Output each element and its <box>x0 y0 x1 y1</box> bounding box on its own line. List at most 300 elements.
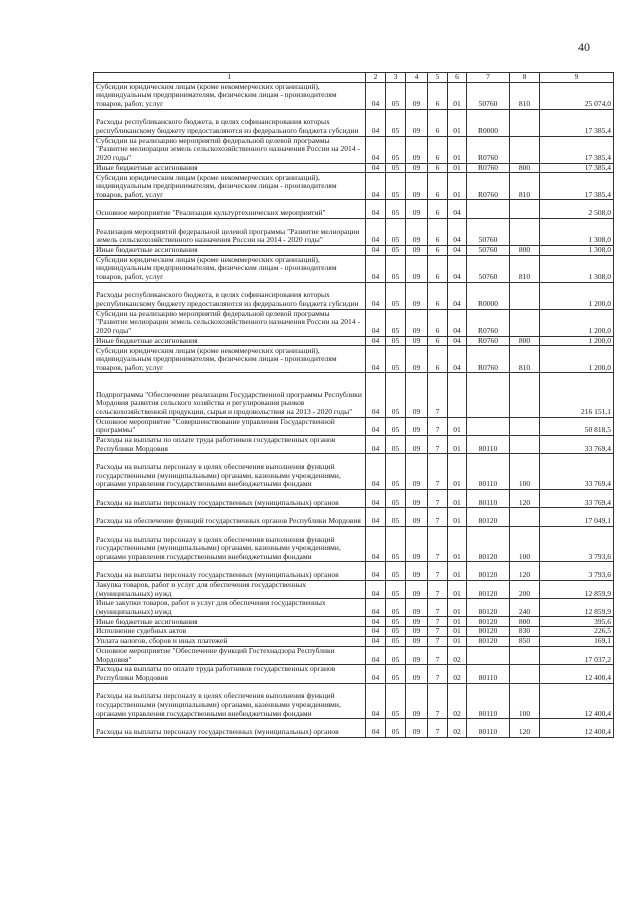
row-name-cell: Расходы республиканского бюджета, в целях софинансирования которых республиканскому бюджету предоставляются из федерального бюджета субсидии <box>94 282 366 309</box>
code-cell: 6 <box>428 336 448 346</box>
code-cell: 50760 <box>467 82 510 109</box>
code-cell: 800 <box>510 336 540 346</box>
row-name-cell: Расходы на выплаты по оплате труда работников государственных органов Республики Мордовия <box>94 665 366 683</box>
code-cell: 120 <box>510 719 540 737</box>
code-cell: 04 <box>366 336 386 346</box>
column-header: 4 <box>406 73 428 83</box>
code-cell: 04 <box>366 627 386 637</box>
code-cell: 04 <box>448 336 467 346</box>
code-cell: 7 <box>428 580 448 598</box>
code-cell: 240 <box>510 599 540 617</box>
code-cell: 6 <box>428 163 448 173</box>
row-name-cell: Расходы на выплаты персоналу в целях обеспечения выполнения функций государственными (муниципальными) органами, казенными учреждениями, органами управления государственными внебюджетными фондами <box>94 683 366 719</box>
code-cell: 810 <box>510 82 540 109</box>
code-cell: 09 <box>406 435 428 453</box>
code-cell: 800 <box>510 245 540 255</box>
code-cell: 09 <box>406 309 428 336</box>
code-cell: 7 <box>428 489 448 507</box>
code-cell: 05 <box>386 719 406 737</box>
code-cell: 7 <box>428 683 448 719</box>
code-cell: 80110 <box>467 454 510 490</box>
code-cell: 04 <box>366 218 386 245</box>
row-name-cell: Подпрограмма "Обеспечение реализации Государственной программы Республики Мордовия развития сельского хозяйства и регулирования рынков сельскохозяйственной продукции, сырья и продовольствия на 2013 - 2020 годы" <box>94 373 366 417</box>
code-cell <box>510 435 540 453</box>
code-cell: 04 <box>366 417 386 435</box>
row-name-cell: Иные бюджетные ассигнования <box>94 336 366 346</box>
code-cell: 80110 <box>467 719 510 737</box>
amount-cell: 12 400,4 <box>540 665 614 683</box>
row-name-cell: Расходы на выплаты персоналу государственных (муниципальных) органов <box>94 489 366 507</box>
table-row <box>94 336 614 346</box>
code-cell: 09 <box>406 526 428 562</box>
code-cell: 05 <box>386 435 406 453</box>
code-cell: 7 <box>428 599 448 617</box>
code-cell: 05 <box>386 163 406 173</box>
code-cell: R0000 <box>467 282 510 309</box>
code-cell: 7 <box>428 665 448 683</box>
code-cell: 6 <box>428 200 448 218</box>
code-cell: 04 <box>366 109 386 136</box>
code-cell: 01 <box>448 580 467 598</box>
code-cell: 50760 <box>467 255 510 282</box>
code-cell <box>467 417 510 435</box>
code-cell: 05 <box>386 580 406 598</box>
code-cell: 05 <box>386 336 406 346</box>
code-cell: 05 <box>386 683 406 719</box>
code-cell: 04 <box>366 435 386 453</box>
code-cell: 04 <box>366 173 386 200</box>
table-row <box>94 282 614 309</box>
table-row <box>94 683 614 719</box>
amount-cell: 216 151,1 <box>540 373 614 417</box>
row-name-cell: Исполнение судебных актов <box>94 627 366 637</box>
code-cell: 04 <box>366 309 386 336</box>
code-cell: 7 <box>428 719 448 737</box>
code-cell: 05 <box>386 454 406 490</box>
code-cell <box>510 200 540 218</box>
code-cell: 09 <box>406 617 428 627</box>
code-cell: 04 <box>366 665 386 683</box>
code-cell: 50760 <box>467 218 510 245</box>
amount-cell: 33 769,4 <box>540 435 614 453</box>
row-name-cell: Расходы на выплаты по оплате труда работников государственных органов Республики Мордовия <box>94 435 366 453</box>
code-cell: R0760 <box>467 136 510 163</box>
code-cell: 80120 <box>467 637 510 647</box>
table-row <box>94 562 614 580</box>
table-row <box>94 373 614 417</box>
code-cell: 120 <box>510 562 540 580</box>
code-cell: 6 <box>428 282 448 309</box>
row-name-cell: Субсидии юридическим лицам (кроме некоммерческих организаций), индивидуальным предпринимателям, физическим лицам - производителям товаров, работ, услуг <box>94 82 366 109</box>
table-row <box>94 435 614 453</box>
code-cell: 09 <box>406 508 428 526</box>
table-row <box>94 719 614 737</box>
table-row <box>94 665 614 683</box>
code-cell: 04 <box>366 562 386 580</box>
page-number: 40 <box>578 40 590 54</box>
amount-cell: 17 385,4 <box>540 136 614 163</box>
code-cell: 05 <box>386 173 406 200</box>
code-cell: 05 <box>386 637 406 647</box>
code-cell: 09 <box>406 336 428 346</box>
code-cell: 04 <box>448 309 467 336</box>
code-cell: 09 <box>406 646 428 664</box>
amount-cell: 25 074,0 <box>540 82 614 109</box>
table-row <box>94 109 614 136</box>
code-cell: 6 <box>428 255 448 282</box>
code-cell: 04 <box>448 245 467 255</box>
table-row <box>94 599 614 617</box>
column-header: 1 <box>94 73 366 83</box>
row-name-cell: Иные бюджетные ассигнования <box>94 163 366 173</box>
table-row <box>94 346 614 373</box>
column-header: 8 <box>510 73 540 83</box>
code-cell: R0760 <box>467 346 510 373</box>
code-cell: 100 <box>510 454 540 490</box>
code-cell <box>510 136 540 163</box>
code-cell: 04 <box>366 617 386 627</box>
code-cell: 7 <box>428 562 448 580</box>
code-cell: R0760 <box>467 163 510 173</box>
code-cell: 01 <box>448 454 467 490</box>
table-row <box>94 508 614 526</box>
code-cell: 09 <box>406 683 428 719</box>
table-row <box>94 245 614 255</box>
amount-cell: 33 769,4 <box>540 489 614 507</box>
table-row <box>94 580 614 598</box>
code-cell: 04 <box>366 508 386 526</box>
table-row <box>94 637 614 647</box>
amount-cell: 50 818,5 <box>540 417 614 435</box>
code-cell: 7 <box>428 508 448 526</box>
code-cell <box>467 373 510 417</box>
code-cell: 05 <box>386 309 406 336</box>
code-cell: 7 <box>428 617 448 627</box>
code-cell: 80110 <box>467 489 510 507</box>
code-cell: 09 <box>406 637 428 647</box>
code-cell: 04 <box>448 282 467 309</box>
code-cell: 50760 <box>467 245 510 255</box>
code-cell: 7 <box>428 454 448 490</box>
code-cell: 850 <box>510 637 540 647</box>
row-name-cell: Субсидии юридическим лицам (кроме некоммерческих организаций), индивидуальным предпринимателям, физическим лицам - производителям товаров, работ, услуг <box>94 255 366 282</box>
code-cell <box>510 508 540 526</box>
row-name-cell: Основное мероприятие "Реализация культуртехнических мероприятий" <box>94 200 366 218</box>
column-header: 6 <box>448 73 467 83</box>
code-cell: 05 <box>386 627 406 637</box>
code-cell: 01 <box>448 526 467 562</box>
amount-cell: 2 508,0 <box>540 200 614 218</box>
code-cell: R0760 <box>467 336 510 346</box>
row-name-cell: Расходы республиканского бюджета, в целях софинансирования которых республиканскому бюджету предоставляются из федерального бюджета субсидии <box>94 109 366 136</box>
code-cell: 01 <box>448 82 467 109</box>
code-cell: 7 <box>428 637 448 647</box>
code-cell: 05 <box>386 346 406 373</box>
amount-cell: 1 308,0 <box>540 245 614 255</box>
amount-cell: 1 200,0 <box>540 282 614 309</box>
code-cell: 800 <box>510 163 540 173</box>
table-row <box>94 617 614 627</box>
code-cell: 09 <box>406 346 428 373</box>
amount-cell: 33 769,4 <box>540 454 614 490</box>
amount-cell: 226,5 <box>540 627 614 637</box>
code-cell: 04 <box>448 218 467 245</box>
code-cell: 100 <box>510 526 540 562</box>
code-cell: 05 <box>386 245 406 255</box>
code-cell: 04 <box>366 637 386 647</box>
code-cell <box>510 309 540 336</box>
code-cell: 05 <box>386 136 406 163</box>
code-cell: 04 <box>366 489 386 507</box>
code-cell <box>510 109 540 136</box>
code-cell: 05 <box>386 508 406 526</box>
code-cell: 05 <box>386 218 406 245</box>
code-cell: 09 <box>406 489 428 507</box>
table-row <box>94 82 614 109</box>
code-cell: 05 <box>386 489 406 507</box>
code-cell: 01 <box>448 163 467 173</box>
code-cell: 01 <box>448 173 467 200</box>
code-cell: 05 <box>386 665 406 683</box>
amount-cell: 17 037,2 <box>540 646 614 664</box>
code-cell: 09 <box>406 200 428 218</box>
code-cell: 01 <box>448 637 467 647</box>
code-cell: 09 <box>406 163 428 173</box>
code-cell: 80110 <box>467 435 510 453</box>
code-cell: 810 <box>510 173 540 200</box>
row-name-cell: Субсидии на реализацию мероприятий федеральной целевой программы "Развитие мелиорации земель сельскохозяйственного назначения России на 2014 - 2020 годы" <box>94 309 366 336</box>
row-name-cell: Расходы на обеспечение функций государственных органов Республики Мордовия <box>94 508 366 526</box>
code-cell: 800 <box>510 617 540 627</box>
row-name-cell: Уплата налогов, сборов и иных платежей <box>94 637 366 647</box>
amount-cell: 17 049,1 <box>540 508 614 526</box>
code-cell: 04 <box>366 599 386 617</box>
row-name-cell: Основное мероприятие "Обеспечение функций Гостехнадзора Республики Мордовия" <box>94 646 366 664</box>
code-cell: 02 <box>448 646 467 664</box>
column-header: 2 <box>366 73 386 83</box>
row-name-cell: Расходы на выплаты персоналу в целях обеспечения выполнения функций государственными (муниципальными) органами, казенными учреждениями, органами управления государственными внебюджетными фондами <box>94 526 366 562</box>
amount-cell: 1 308,0 <box>540 255 614 282</box>
code-cell: 04 <box>448 200 467 218</box>
row-name-cell: Иные закупки товаров, работ и услуг для обеспечения государственных (муниципальных) нужд <box>94 599 366 617</box>
code-cell: 02 <box>448 665 467 683</box>
code-cell: 05 <box>386 599 406 617</box>
amount-cell: 169,1 <box>540 637 614 647</box>
table-row <box>94 200 614 218</box>
code-cell: 01 <box>448 599 467 617</box>
budget-table <box>93 72 614 738</box>
code-cell: 09 <box>406 218 428 245</box>
code-cell: 810 <box>510 346 540 373</box>
row-name-cell: Закупка товаров, работ и услуг для обеспечения государственных (муниципальных) нужд <box>94 580 366 598</box>
table-row <box>94 627 614 637</box>
amount-cell: 1 308,0 <box>540 218 614 245</box>
amount-cell: 1 200,0 <box>540 336 614 346</box>
code-cell: 80110 <box>467 665 510 683</box>
code-cell: 05 <box>386 373 406 417</box>
amount-cell: 12 859,9 <box>540 580 614 598</box>
table-row <box>94 489 614 507</box>
code-cell: 09 <box>406 562 428 580</box>
code-cell: 04 <box>366 526 386 562</box>
code-cell: 05 <box>386 617 406 627</box>
code-cell: 09 <box>406 109 428 136</box>
table-body <box>94 82 614 737</box>
code-cell: 6 <box>428 218 448 245</box>
code-cell: 05 <box>386 282 406 309</box>
code-cell: 09 <box>406 627 428 637</box>
code-cell: 80120 <box>467 562 510 580</box>
amount-cell: 12 400,4 <box>540 683 614 719</box>
code-cell: 05 <box>386 646 406 664</box>
code-cell: 01 <box>448 109 467 136</box>
column-header: 3 <box>386 73 406 83</box>
amount-cell: 1 200,0 <box>540 309 614 336</box>
amount-cell: 17 385,4 <box>540 163 614 173</box>
row-name-cell: Иные бюджетные ассигнования <box>94 617 366 627</box>
code-cell: 80110 <box>467 683 510 719</box>
code-cell <box>467 200 510 218</box>
column-header: 5 <box>428 73 448 83</box>
code-cell: 09 <box>406 665 428 683</box>
code-cell <box>510 646 540 664</box>
code-cell: 830 <box>510 627 540 637</box>
code-cell: 05 <box>386 417 406 435</box>
code-cell: 09 <box>406 373 428 417</box>
code-cell: 04 <box>366 719 386 737</box>
table-row <box>94 218 614 245</box>
code-cell: 04 <box>366 346 386 373</box>
code-cell: 01 <box>448 489 467 507</box>
code-cell: 6 <box>428 173 448 200</box>
code-cell: 04 <box>448 346 467 373</box>
row-name-cell: Иные бюджетные ассигнования <box>94 245 366 255</box>
code-cell: 6 <box>428 346 448 373</box>
code-cell: 6 <box>428 245 448 255</box>
table-row <box>94 136 614 163</box>
code-cell: 7 <box>428 646 448 664</box>
table-row <box>94 454 614 490</box>
code-cell: 01 <box>448 136 467 163</box>
code-cell: 01 <box>448 627 467 637</box>
amount-cell: 12 859,9 <box>540 599 614 617</box>
code-cell: 04 <box>366 163 386 173</box>
code-cell <box>510 282 540 309</box>
code-cell: 05 <box>386 562 406 580</box>
amount-cell: 3 793,6 <box>540 562 614 580</box>
code-cell: 01 <box>448 417 467 435</box>
code-cell: R0760 <box>467 309 510 336</box>
table-row <box>94 417 614 435</box>
table-row <box>94 173 614 200</box>
table-row <box>94 526 614 562</box>
code-cell: 09 <box>406 245 428 255</box>
code-cell <box>510 373 540 417</box>
code-cell: 6 <box>428 82 448 109</box>
code-cell: R0760 <box>467 173 510 200</box>
code-cell: 7 <box>428 627 448 637</box>
code-cell: 02 <box>448 683 467 719</box>
code-cell: 09 <box>406 599 428 617</box>
amount-cell: 17 385,4 <box>540 173 614 200</box>
code-cell: 05 <box>386 255 406 282</box>
code-cell: 04 <box>366 282 386 309</box>
table-row <box>94 163 614 173</box>
code-cell: 01 <box>448 435 467 453</box>
code-cell: 01 <box>448 617 467 627</box>
amount-cell: 12 400,4 <box>540 719 614 737</box>
code-cell: 80120 <box>467 617 510 627</box>
code-cell: 80120 <box>467 599 510 617</box>
code-cell: 09 <box>406 454 428 490</box>
code-cell: 09 <box>406 255 428 282</box>
code-cell: 04 <box>366 255 386 282</box>
row-name-cell: Субсидии на реализацию мероприятий федеральной целевой программы "Развитие мелиорации земель сельскохозяйственного назначения России на 2014 - 2020 годы" <box>94 136 366 163</box>
row-name-cell: Субсидии юридическим лицам (кроме некоммерческих организаций), индивидуальным предпринимателям, физическим лицам - производителям товаров, работ, услуг <box>94 346 366 373</box>
row-name-cell: Расходы на выплаты персоналу государственных (муниципальных) органов <box>94 719 366 737</box>
column-header: 7 <box>467 73 510 83</box>
code-cell <box>448 373 467 417</box>
row-name-cell: Основное мероприятие "Совершенствование управления Государственной программы" <box>94 417 366 435</box>
row-name-cell: Расходы на выплаты персоналу в целях обеспечения выполнения функций государственными (муниципальными) органами, казенными учреждениями, органами управления государственными внебюджетными фондами <box>94 454 366 490</box>
amount-cell: 1 200,0 <box>540 346 614 373</box>
code-cell: 09 <box>406 282 428 309</box>
code-cell: 05 <box>386 526 406 562</box>
code-cell <box>510 417 540 435</box>
code-cell: 09 <box>406 417 428 435</box>
code-cell: R0000 <box>467 109 510 136</box>
code-cell: 09 <box>406 136 428 163</box>
table-row <box>94 255 614 282</box>
code-cell: 200 <box>510 580 540 598</box>
code-cell: 04 <box>366 454 386 490</box>
code-cell: 04 <box>366 373 386 417</box>
code-cell: 04 <box>366 683 386 719</box>
code-cell: 01 <box>448 508 467 526</box>
code-cell: 04 <box>366 82 386 109</box>
code-cell: 810 <box>510 255 540 282</box>
code-cell: 7 <box>428 373 448 417</box>
code-cell: 04 <box>366 200 386 218</box>
code-cell: 04 <box>366 646 386 664</box>
code-cell: 04 <box>366 136 386 163</box>
table-row <box>94 309 614 336</box>
table-row <box>94 646 614 664</box>
code-cell: 100 <box>510 683 540 719</box>
code-cell: 09 <box>406 82 428 109</box>
code-cell: 6 <box>428 136 448 163</box>
code-cell: 120 <box>510 489 540 507</box>
code-cell: 80120 <box>467 627 510 637</box>
code-cell: 6 <box>428 109 448 136</box>
column-header: 9 <box>540 73 614 83</box>
amount-cell: 17 385,4 <box>540 109 614 136</box>
code-cell: 09 <box>406 719 428 737</box>
table-header-row <box>94 73 614 83</box>
code-cell: 02 <box>448 719 467 737</box>
row-name-cell: Субсидии юридическим лицам (кроме некоммерческих организаций), индивидуальным предпринимателям, физическим лицам - производителям товаров, работ, услуг <box>94 173 366 200</box>
code-cell <box>510 218 540 245</box>
code-cell: 04 <box>448 255 467 282</box>
row-name-cell: Реализация мероприятий федеральной целевой программы "Развитие мелиорации земель сельскохозяйственного назначения России на 2014 - 2020 годы" <box>94 218 366 245</box>
code-cell: 80120 <box>467 526 510 562</box>
amount-cell: 3 793,6 <box>540 526 614 562</box>
code-cell: 6 <box>428 309 448 336</box>
code-cell: 09 <box>406 173 428 200</box>
code-cell: 7 <box>428 417 448 435</box>
row-name-cell: Расходы на выплаты персоналу государственных (муниципальных) органов <box>94 562 366 580</box>
amount-cell: 395,6 <box>540 617 614 627</box>
